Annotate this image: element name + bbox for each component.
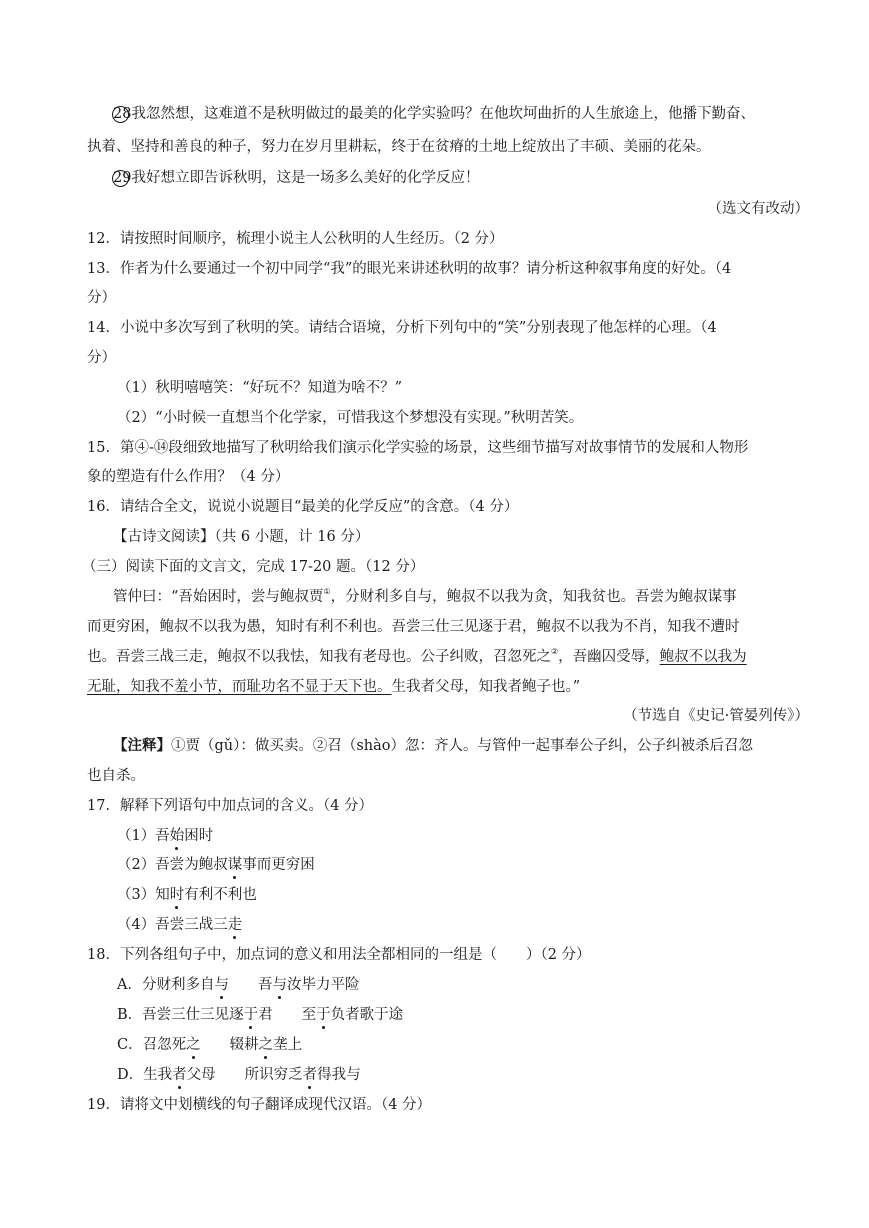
paragraph-29: 29我好想立即告诉秋明，这是一场多么美好的化学反应！ — [113, 170, 480, 186]
dotted-word: 者 — [302, 1067, 318, 1083]
dotted-word: 与 — [214, 977, 229, 993]
dotted-word: 与 — [272, 977, 287, 993]
dotted-word: 谋 — [227, 857, 243, 873]
question-19: 19．请将文中划横线的句子翻译成现代汉语。（4 分） — [87, 1097, 432, 1113]
passage-line-1: 管仲曰：“吾始困时，尝与鲍叔贾①，分财利多自与，鲍叔不以我为贪，知我贫也。吾尝为鲍叔谋事 — [113, 587, 737, 605]
underlined-sentence-part-1: 鲍叔不以我为 — [659, 649, 747, 665]
dotted-word: 于 — [243, 1007, 259, 1023]
paragraph-number-29: 29 — [113, 170, 132, 186]
passage-line-4: 无耻，知我不羞小节，而耻功名不显于天下也。生我者父母，知我者鲍子也。” — [87, 679, 581, 695]
passage-line-3: 也。吾尝三战三走，鲍叔不以我怯，知我有老母也。公子纠败，召忽死之②，吾幽囚受辱，鲍叔不以我为 — [87, 647, 747, 665]
question-18-option-c: C．召忽死之 辍耕之垄上 — [117, 1037, 303, 1053]
annotation-line-1: 【注释】①贾（gǔ）：做买卖。②召（shào）忽：齐人。与管仲一起事奉公子纠，公子纠被杀后召忽 — [113, 737, 754, 754]
annotation-line-2: 也自杀。 — [87, 768, 145, 784]
question-14-item-2: （2）“小时候一直想当个化学家，可惜我这个梦想没有实现。”秋明苦笑。 — [117, 410, 584, 426]
question-17-item-4: （4）吾尝三战三走 — [117, 917, 243, 933]
question-18-option-d: D．生我者父母 所识穷乏者得我与 — [117, 1067, 361, 1083]
question-13-line-1: 13．作者为什么要通过一个初中同学“我”的眼光来讲述秋明的故事？请分析这种叙事角度的好处。（4 — [87, 261, 732, 277]
passage-line-2: 而更穷困，鲍叔不以我为愚，知时有利不利也。吾尝三仕三见逐于君，鲍叔不以我为不肖，知我不遭时 — [87, 619, 740, 635]
question-13-line-2: 分） — [87, 290, 116, 306]
question-18: 18．下列各组句子中，加点词的意义和用法全都相同的一组是（ ）（2 分） — [87, 947, 591, 963]
question-16: 16．请结合全文，说说小说题目“最美的化学反应”的含意。（4 分） — [87, 499, 519, 515]
dotted-word: 之 — [258, 1037, 274, 1053]
question-17-item-1: （1）吾始困时 — [117, 828, 214, 844]
paragraph-28-line-2: 执着、坚持和善良的种子，努力在岁月里耕耘，终于在贫瘠的土地上绽放出了丰硕、美丽的花朵。 — [87, 139, 711, 155]
dotted-word: 于 — [316, 1007, 331, 1023]
question-14-item-1: （1）秋明嘻嘻笑：“好玩不？知道为啥不？” — [117, 380, 403, 396]
footnote-ref-1: ① — [323, 587, 331, 596]
paragraph-28-line-1: 28我忽然想，这难道不是秋明做过的最美的化学实验吗？在他坎坷曲折的人生旅途上，他播下勤奋、 — [113, 106, 755, 122]
question-17-item-3: （3）知时有利不利也 — [117, 887, 257, 903]
footnote-ref-2: ② — [551, 647, 559, 656]
question-17-item-2: （2）吾尝为鲍叔谋事而更穷困 — [117, 857, 315, 873]
question-12: 12．请按照时间顺序，梳理小说主人公秋明的人生经历。（2 分） — [87, 231, 504, 247]
ancient-reading-header: 【古诗文阅读】（共 6 小题，计 16 分） — [113, 529, 370, 545]
question-15-line-1: 15．第④-⑭段细致地描写了秋明给我们演示化学实验的场景，这些细节描写对故事情节的发展和人物形 — [87, 440, 749, 456]
question-14-line-2: 分） — [87, 350, 116, 366]
question-18-option-b: B．吾尝三仕三见逐于君 至于负者歌于途 — [117, 1007, 404, 1023]
underlined-sentence-part-2: 无耻，知我不羞小节，而耻功名不显于天下也。 — [87, 679, 392, 695]
dotted-word: 者 — [172, 1067, 187, 1083]
annotation-label: 【注释】 — [113, 737, 171, 754]
question-15-line-2: 象的塑造有什么作用？（4 分） — [87, 469, 290, 485]
story-source: （选文有改动） — [707, 201, 809, 217]
question-17: 17．解释下列语句中加点词的含义。（4 分） — [87, 798, 374, 814]
dotted-word: 走 — [227, 917, 243, 933]
paragraph-number-28: 28 — [113, 106, 132, 122]
part-3-header: （三）阅读下面的文言文，完成 17-20 题。（12 分） — [82, 559, 425, 575]
question-18-option-a: A．分财利多自与 吾与汝毕力平险 — [117, 977, 360, 993]
dotted-word: 始 — [169, 828, 185, 844]
dotted-word: 时 — [169, 887, 185, 903]
dotted-word: 之 — [186, 1037, 201, 1053]
passage-source: （节选自《史记·管晏列传》） — [623, 708, 809, 724]
question-14-line-1: 14．小说中多次写到了秋明的笑。请结合语境，分析下列句中的“笑”分别表现了他怎样的心理。（4 — [87, 320, 717, 336]
